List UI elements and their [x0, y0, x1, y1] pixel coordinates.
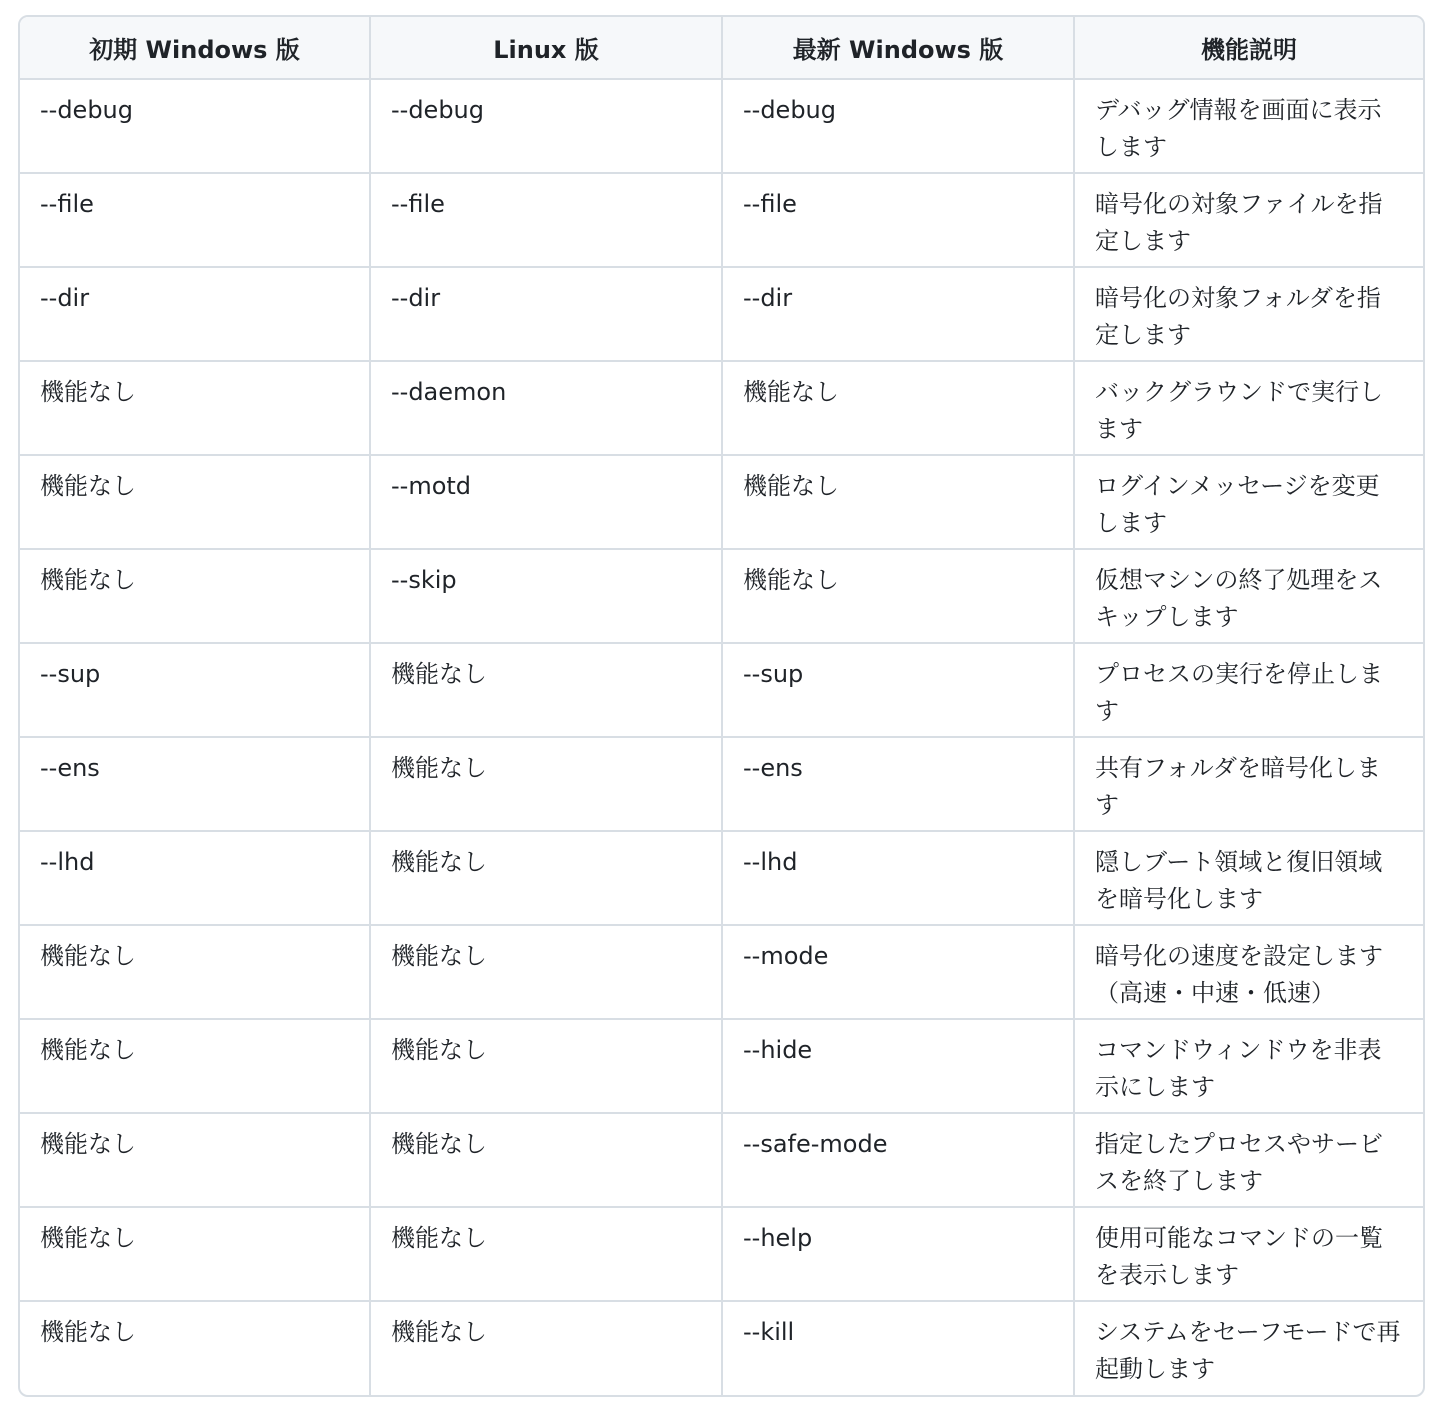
table-row: [20, 925, 1423, 1019]
cell-linux: 機能なし: [370, 737, 722, 831]
cell-latest-windows: 機能なし: [722, 361, 1074, 455]
table-row: [20, 643, 1423, 737]
cell-description: 使用可能なコマンドの一覧を表示します: [1074, 1207, 1423, 1301]
cell-description: 隠しブート領域と復旧領域を暗号化します: [1074, 831, 1423, 925]
cell-latest-windows: --mode: [722, 925, 1074, 1019]
cell-description: 共有フォルダを暗号化します: [1074, 737, 1423, 831]
cell-latest-windows: --dir: [722, 267, 1074, 361]
table-row: [20, 79, 1423, 173]
table-row: [20, 737, 1423, 831]
cell-early-windows: 機能なし: [20, 549, 370, 643]
cell-early-windows: 機能なし: [20, 1019, 370, 1113]
cell-linux: 機能なし: [370, 831, 722, 925]
cell-description: 仮想マシンの終了処理をスキップします: [1074, 549, 1423, 643]
cell-early-windows: --ens: [20, 737, 370, 831]
header-description: 機能説明: [1074, 17, 1423, 79]
cell-latest-windows: 機能なし: [722, 549, 1074, 643]
cell-early-windows: 機能なし: [20, 925, 370, 1019]
header-linux: Linux 版: [370, 17, 722, 79]
cell-latest-windows: --safe-mode: [722, 1113, 1074, 1207]
table-row: [20, 1113, 1423, 1207]
cell-linux: 機能なし: [370, 1113, 722, 1207]
table-body: [20, 79, 1423, 1395]
cell-early-windows: --debug: [20, 79, 370, 173]
cell-description: ログインメッセージを変更します: [1074, 455, 1423, 549]
cell-linux: 機能なし: [370, 1207, 722, 1301]
cell-description: 暗号化の速度を設定します（高速・中速・低速）: [1074, 925, 1423, 1019]
cell-linux: 機能なし: [370, 1019, 722, 1113]
cell-description: 暗号化の対象フォルダを指定します: [1074, 267, 1423, 361]
cell-description: 暗号化の対象ファイルを指定します: [1074, 173, 1423, 267]
table-row: [20, 173, 1423, 267]
cell-latest-windows: --lhd: [722, 831, 1074, 925]
cell-linux: --file: [370, 173, 722, 267]
cell-linux: --daemon: [370, 361, 722, 455]
table-row: [20, 1019, 1423, 1113]
cell-early-windows: 機能なし: [20, 1207, 370, 1301]
command-options-table: [20, 17, 1423, 1395]
table-header: [20, 17, 1423, 79]
table-header-row: [20, 17, 1423, 79]
cell-latest-windows: --help: [722, 1207, 1074, 1301]
header-early-windows: 初期 Windows 版: [20, 17, 370, 79]
cell-description: プロセスの実行を停止します: [1074, 643, 1423, 737]
cell-linux: 機能なし: [370, 925, 722, 1019]
header-latest-windows: 最新 Windows 版: [722, 17, 1074, 79]
cell-early-windows: 機能なし: [20, 455, 370, 549]
table-row: [20, 267, 1423, 361]
cell-early-windows: --sup: [20, 643, 370, 737]
table-row: [20, 1207, 1423, 1301]
cell-early-windows: 機能なし: [20, 1301, 370, 1395]
command-options-table-container: [18, 15, 1425, 1397]
cell-early-windows: 機能なし: [20, 361, 370, 455]
table-row: [20, 549, 1423, 643]
cell-latest-windows: --sup: [722, 643, 1074, 737]
cell-linux: 機能なし: [370, 643, 722, 737]
cell-latest-windows: 機能なし: [722, 455, 1074, 549]
cell-latest-windows: --ens: [722, 737, 1074, 831]
cell-description: システムをセーフモードで再起動します: [1095, 1318, 1401, 1383]
cell-linux: --skip: [370, 549, 722, 643]
table-row: [20, 455, 1423, 549]
cell-latest-windows: --hide: [722, 1019, 1074, 1113]
table-row: [20, 361, 1423, 455]
cell-early-windows: --file: [20, 173, 370, 267]
cell-description: デバッグ情報を画面に表示します: [1074, 79, 1423, 173]
cell-latest-windows: --debug: [722, 79, 1074, 173]
cell-linux: 機能なし: [370, 1301, 722, 1395]
cell-early-windows: 機能なし: [20, 1113, 370, 1207]
cell-description: 指定したプロセスやサービスを終了します: [1074, 1113, 1423, 1207]
table-row: [20, 1301, 1423, 1395]
cell-description: バックグラウンドで実行します: [1074, 361, 1423, 455]
table-row: [20, 831, 1423, 925]
cell-early-windows: --lhd: [20, 831, 370, 925]
cell-linux: --dir: [370, 267, 722, 361]
cell-linux: --motd: [370, 455, 722, 549]
cell-description: コマンドウィンドウを非表示にします: [1074, 1019, 1423, 1113]
cell-linux: --debug: [370, 79, 722, 173]
cell-latest-windows: --file: [722, 173, 1074, 267]
cell-early-windows: --dir: [20, 267, 370, 361]
cell-latest-windows: --kill: [722, 1301, 1074, 1395]
